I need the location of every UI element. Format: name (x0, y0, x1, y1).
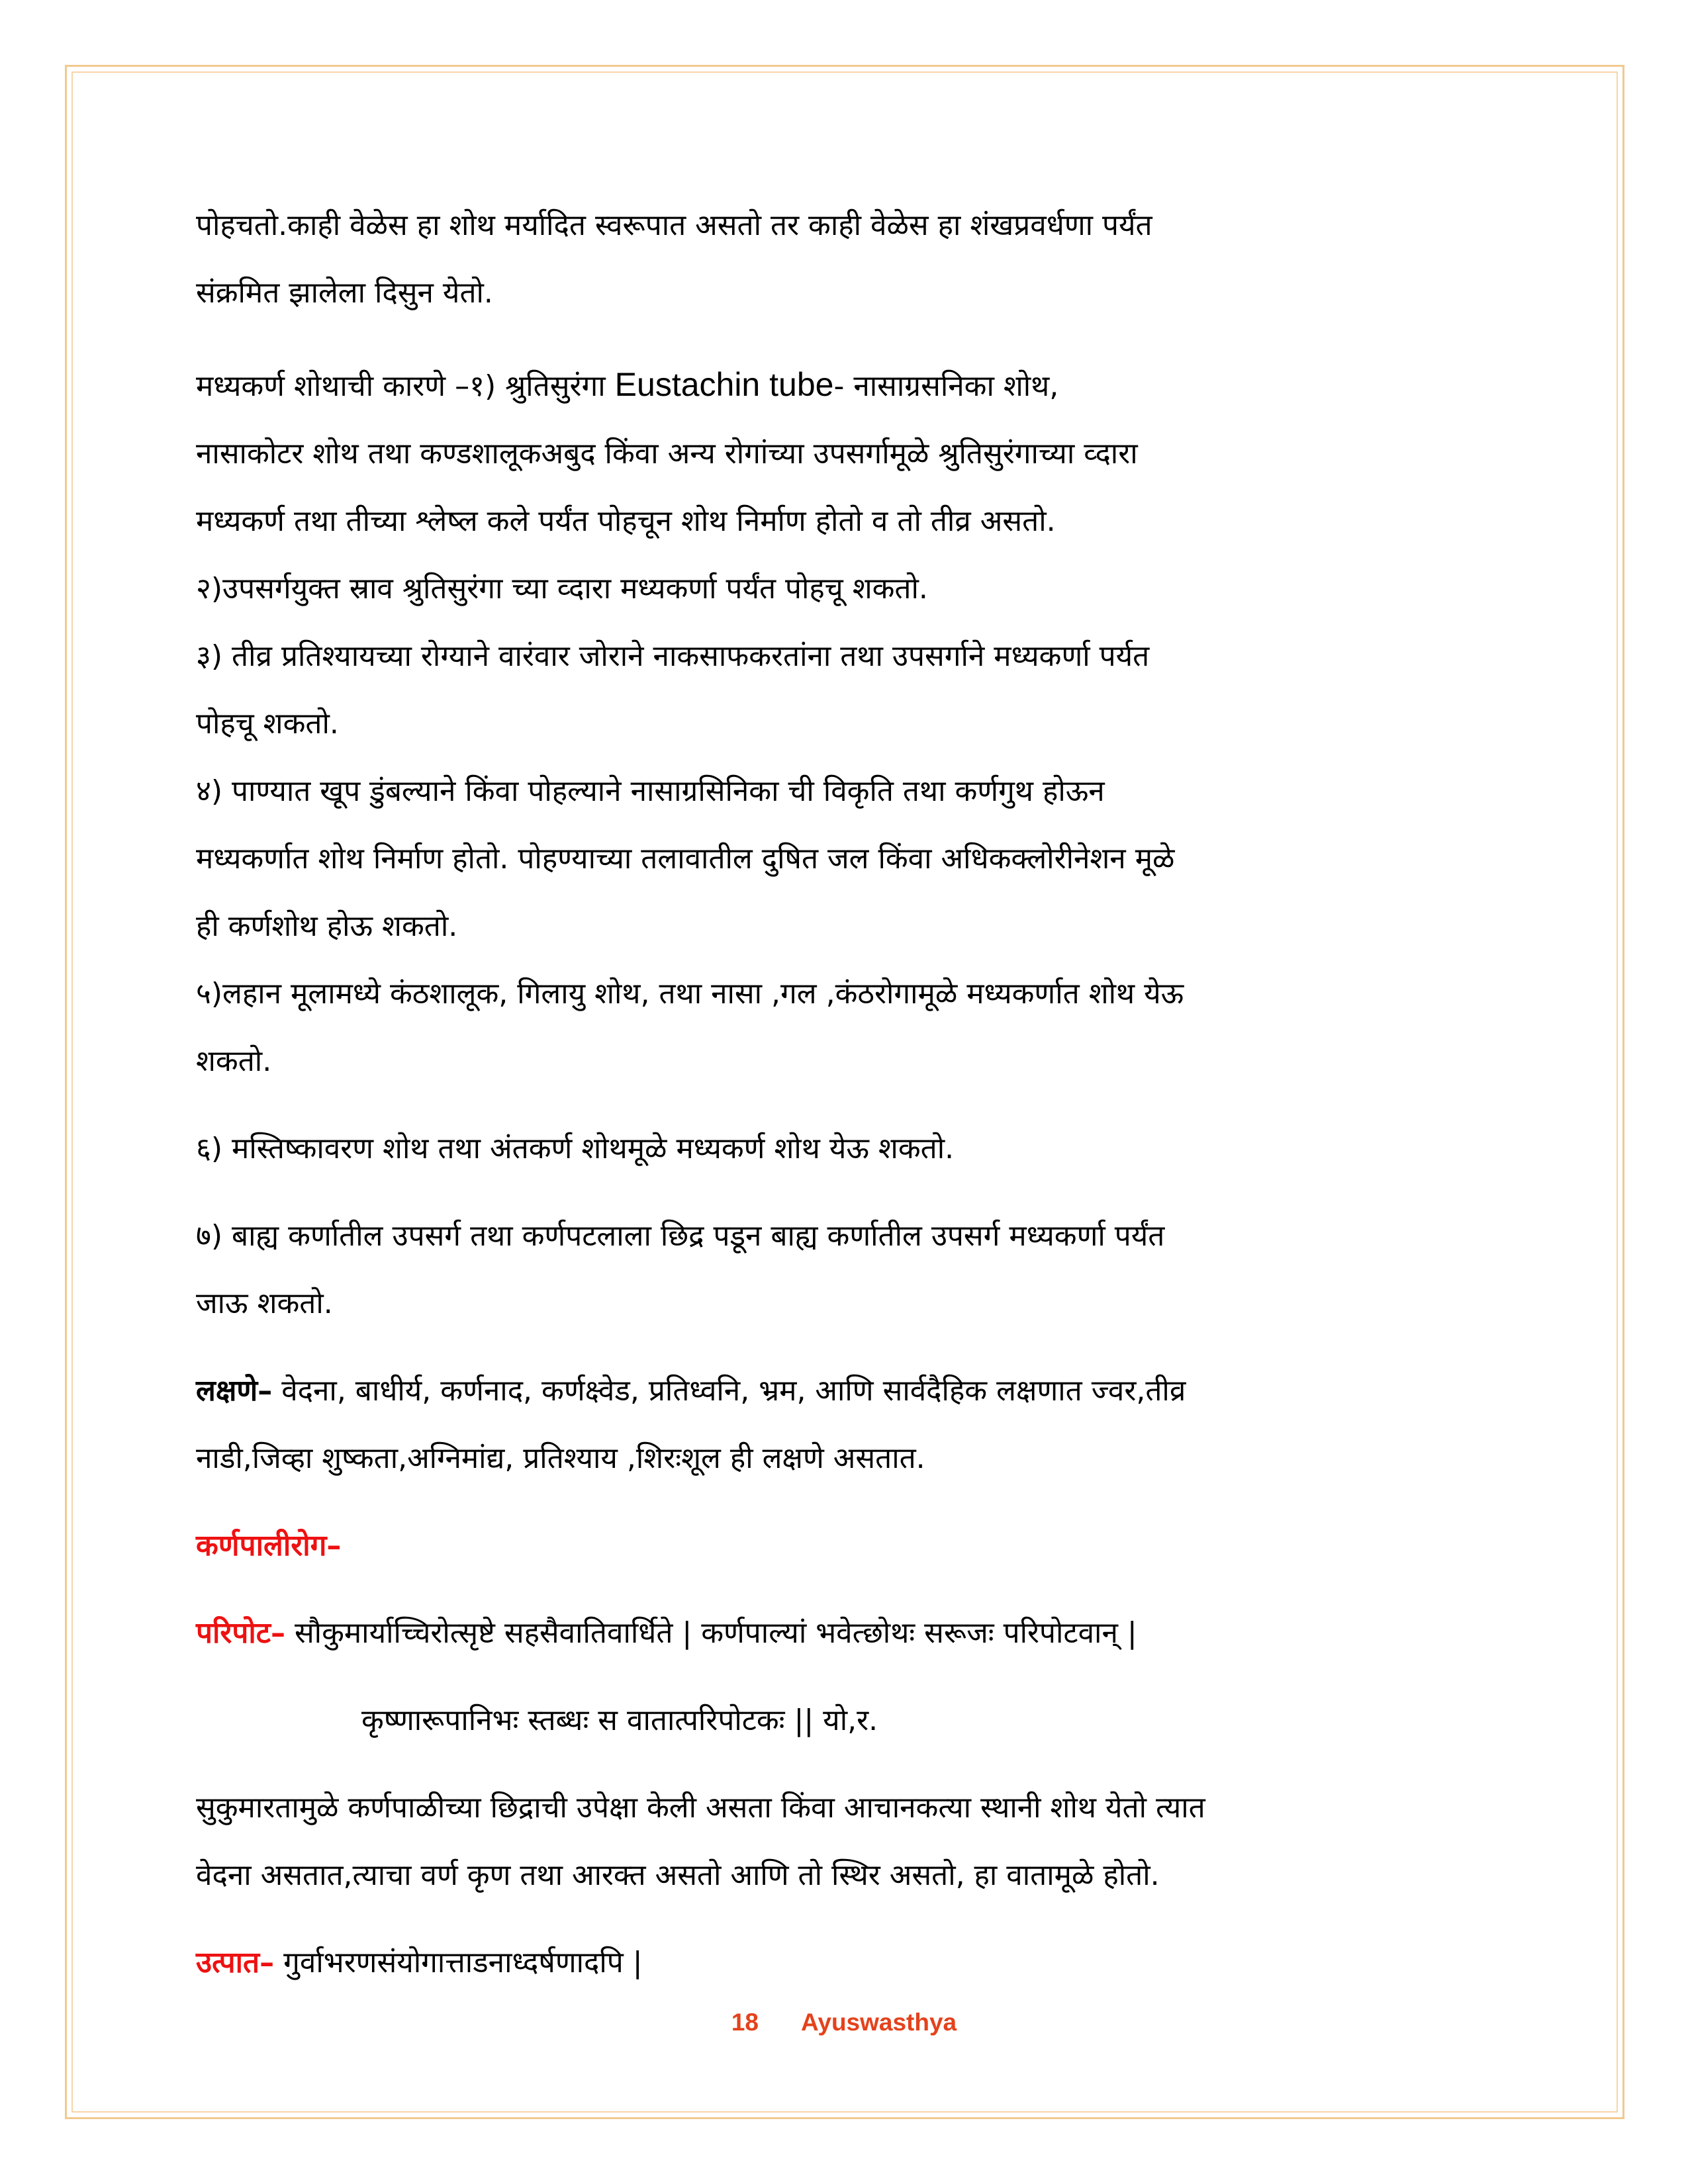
cause-2-line: २)उपसर्गयुक्त स्राव श्रुतिसुरंगा च्या व्दारा मध्यकर्णा पर्यंत पोहचू शकतो. (196, 572, 928, 606)
causes-intro-rest: - नासाग्रसनिका शोथ, (833, 369, 1059, 403)
cause-4-line: ४) पाण्यात खूप डुंबल्याने किंवा पोहल्याने नासाग्रसिनिका ची विकृति तथा कर्णगुथ होऊन (196, 774, 1105, 808)
document-body (196, 192, 1487, 1997)
page-number: 18 (731, 2009, 759, 2036)
utpat-heading: उत्पात– (196, 1946, 275, 1979)
paripot-heading: परिपोट– (196, 1616, 285, 1650)
causes-intro-text: मध्यकर्ण शोथाची कारणे –१) श्रुतिसुरंगा (196, 369, 615, 403)
paripot-explanation-line: वेदना असतात,त्याचा वर्ण कृण तथा आरक्त असतो आणि तो स्थिर असतो, हा वातामूळे होतो. (196, 1858, 1160, 1892)
eustachian-tube-term: Eustachin tube (614, 366, 834, 403)
cause-5-line: ५)लहान मूलामध्ये कंठशालूक, गिलायु शोथ, तथा नासा ,गल ,कंठरोगामूळे मध्यकर्णात शोथ येऊ (196, 977, 1184, 1011)
cause-4-line: ही कर्णशोथ होऊ शकतो. (196, 909, 458, 943)
page-footer (0, 2009, 1688, 2036)
publication-name: Ayuswasthya (801, 2009, 957, 2036)
causes-line: नासाकोटर शोथ तथा कण्डशालूकअबुद किंवा अन्य रोगांच्या उपसर्गामूळे श्रुतिसुरंगाच्या व्दारा (196, 437, 1138, 471)
symptoms-line: नाडी,जिव्हा शुष्कता,अग्निमांद्य, प्रतिश्याय ,शिरःशूल ही लक्षणे असतात. (196, 1441, 925, 1475)
cause-6-line: ६) मस्तिष्कावरण शोथ तथा अंतकर्ण शोथमूळे मध्यकर्ण शोथ येऊ शकतो. (196, 1132, 955, 1165)
utpat-verse-text: गुर्वाभरणसंयोगात्ताडनाध्दर्षणादपि | (274, 1946, 643, 1979)
paragraph-1-line-1: पोहचतो.काही वेळेस हा शोथ मर्यादित स्वरूपात असतो तर काही वेळेस हा शंखप्रवर्धणा पर्यंत (196, 208, 1152, 242)
paripot-verse-indented: कृष्णारूपानिभः स्तब्धः स वातात्परिपोटकः || यो,र. (361, 1704, 878, 1737)
symptoms-text: वेदना, बाधीर्य, कर्णनाद, कर्णक्ष्वेड, प्रतिध्वनि, भ्रम, आणि सार्वदैहिक लक्षणात ज्वर,तीव्र (272, 1374, 1186, 1408)
causes-line: मध्यकर्ण तथा तीच्या श्लेष्ल कले पर्यंत पोहचून शोथ निर्माण होतो व तो तीव्र असतो. (196, 504, 1056, 538)
causes-intro-line (196, 351, 1487, 420)
cause-4-line: मध्यकर्णात शोथ निर्माण होतो. पोहण्याच्या तलावातील दुषित जल किंवा अधिकक्लोरीनेशन मूळे (196, 842, 1175, 876)
symptoms-line (196, 1357, 1487, 1425)
paripot-explanation-line: सुकुमारतामुळे कर्णपाळीच्या छिद्राची उपेक्षा केली असता किंवा आचानकत्या स्थानी शोथ येतो त्यात (196, 1791, 1205, 1825)
paripot-verse-text: सौकुमार्याच्चिरोत्सृष्टे सहसैवातिवार्धिते | कर्णपाल्यां भवेत्छोथः सरूजः परिपोटवान् | (285, 1616, 1137, 1650)
paragraph-1-line-2: संक्रमित झालेला दिसुन येतो. (196, 276, 493, 310)
section-title-karnapali-rog: कर्णपालीरोग– (196, 1529, 342, 1563)
cause-7-line: ७) बाह्य कर्णातील उपसर्ग तथा कर्णपटलाला छिद्र पडून बाह्य कर्णातील उपसर्ग मध्यकर्णा पर्यंत (196, 1219, 1165, 1253)
cause-3-line: ३) तीव्र प्रतिश्यायच्या रोग्याने वारंवार जोराने नाकसाफकरतांना तथा उपसर्गाने मध्यकर्णा पर्यत (196, 639, 1150, 673)
symptoms-heading: लक्षणे– (196, 1374, 273, 1408)
paripot-verse-line (196, 1600, 1487, 1667)
cause-5-line: शकतो. (196, 1044, 272, 1078)
cause-3-line: पोहचू शकतो. (196, 707, 339, 741)
utpat-verse-line (196, 1929, 1487, 1997)
cause-7-line: जाऊ शकतो. (196, 1287, 333, 1320)
